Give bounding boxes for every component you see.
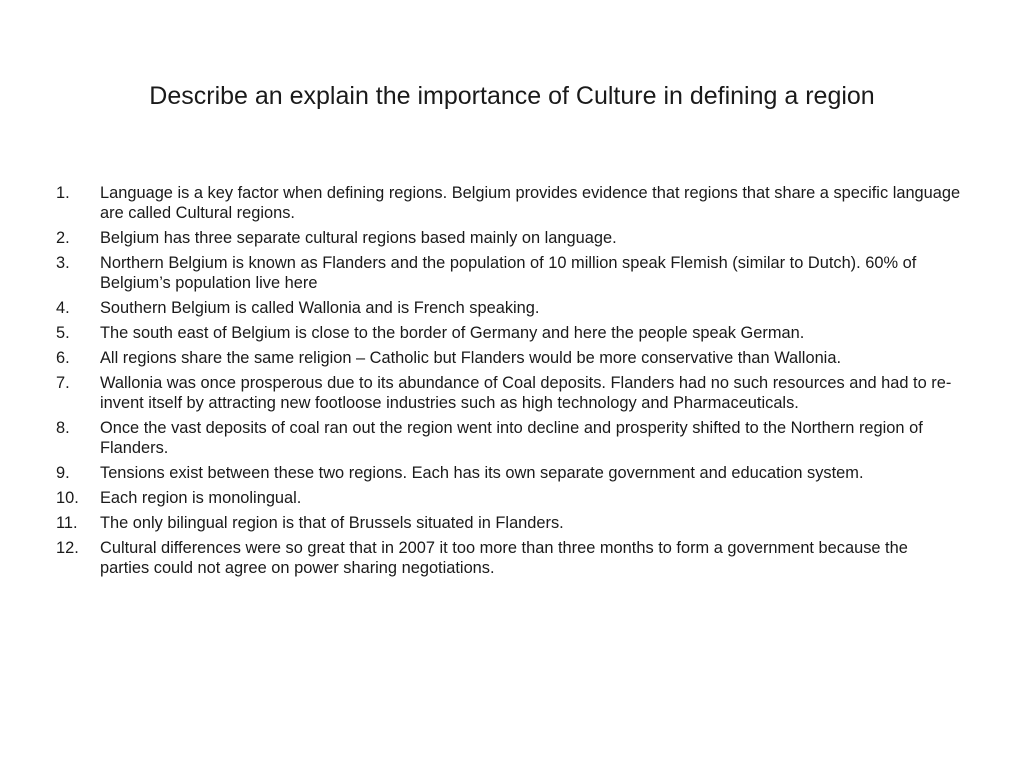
list-item: [56, 538, 961, 578]
list-item: [56, 513, 961, 533]
list-item-number: 9.: [56, 464, 70, 482]
list-item-text: Wallonia was once prosperous due to its abundance of Coal deposits. Flanders had no such resources and had to re-invent itself by attracting new footloose industries such as high technology and Pharmaceuticals.: [100, 374, 952, 412]
list-item: [56, 348, 961, 368]
list-item-number: 12.: [56, 539, 79, 557]
list-item: [56, 298, 961, 318]
list-item-text: Tensions exist between these two regions. Each has its own separate government and education system.: [100, 464, 864, 482]
list-item-text: Belgium has three separate cultural regions based mainly on language.: [100, 229, 617, 247]
list-item-text: All regions share the same religion – Catholic but Flanders would be more conservative than Wallonia.: [100, 349, 841, 367]
list-item: [56, 253, 961, 293]
list-item: [56, 228, 961, 248]
list-item-text: Northern Belgium is known as Flanders and the population of 10 million speak Flemish (similar to Dutch). 60% of Belgium’s population live here: [100, 254, 917, 292]
list-item-text: Cultural differences were so great that in 2007 it too more than three months to form a government because the parties could not agree on power sharing negotiations.: [100, 539, 908, 577]
list-item-text: The south east of Belgium is close to the border of Germany and here the people speak German.: [100, 324, 805, 342]
list-item-text: Language is a key factor when defining regions. Belgium provides evidence that regions that share a specific language are called Cultural regions.: [100, 184, 961, 222]
list-item-number: 3.: [56, 254, 70, 272]
list-item: [56, 418, 961, 458]
list-item-number: 2.: [56, 229, 70, 247]
list-item-number: 10.: [56, 489, 79, 507]
slide-title: Describe an explain the importance of Culture in defining a region: [149, 82, 875, 110]
list-item-number: 11.: [56, 514, 78, 532]
list-item-number: 7.: [56, 374, 70, 392]
list-item-number: 1.: [56, 184, 70, 202]
list-item: [56, 463, 961, 483]
list-item: [56, 488, 961, 508]
numbered-list: [56, 183, 961, 583]
list-item: [56, 183, 961, 223]
list-item-text: Southern Belgium is called Wallonia and is French speaking.: [100, 299, 540, 317]
list-item-text: The only bilingual region is that of Brussels situated in Flanders.: [100, 514, 564, 532]
list-item: [56, 323, 961, 343]
list-item-number: 8.: [56, 419, 70, 437]
list-item-number: 4.: [56, 299, 70, 317]
list-item-text: Once the vast deposits of coal ran out the region went into decline and prosperity shifted to the Northern region of Flanders.: [100, 419, 923, 457]
list-item: [56, 373, 961, 413]
list-item-text: Each region is monolingual.: [100, 489, 302, 507]
list-item-number: 5.: [56, 324, 70, 342]
list-item-number: 6.: [56, 349, 70, 367]
